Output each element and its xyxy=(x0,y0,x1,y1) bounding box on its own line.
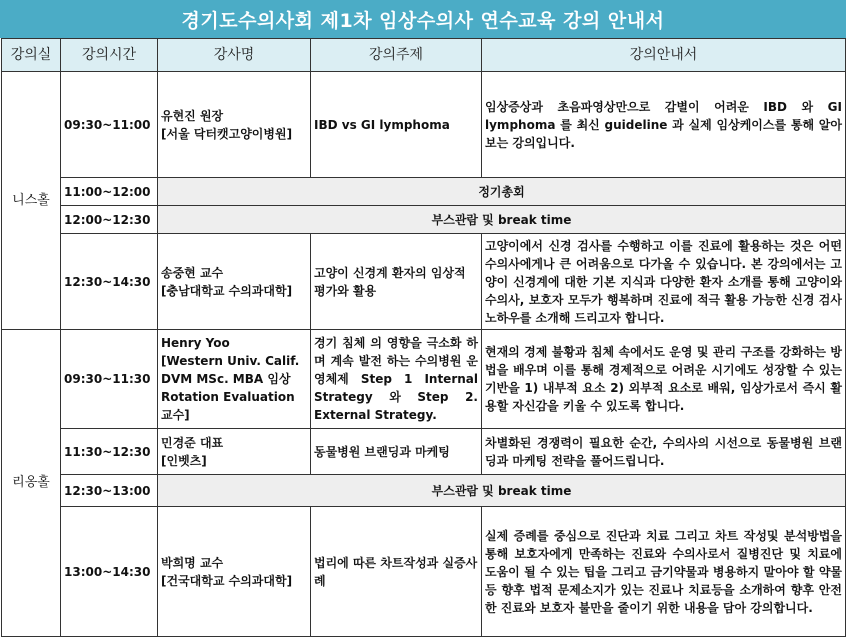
speaker-name: Henry Yoo xyxy=(161,336,230,350)
event-cell: 정기총회 xyxy=(158,178,846,206)
time-cell: 09:30~11:30 xyxy=(61,330,158,429)
description-cell: 고양이에서 신경 검사를 수행하고 이를 진료에 활용하는 것은 어떤 수의사에게나 큰 어려움으로 다가올 수 있습니다. 본 강의에서는 고양이 신경계에 대한 기본 지식과 다양한 환자 소개를 통해 고양이와 수의사, 보호자 모두가 행복하며 진료에 적극 활용 가능한 신경 검사 노하우를 소개해 드리고자 합니다. xyxy=(482,234,846,330)
time-cell: 11:30~12:30 xyxy=(61,429,158,475)
topic-cell: 법리에 따른 차트작성과 실증사례 xyxy=(311,507,482,637)
speaker-cell xyxy=(158,234,311,330)
description-cell: 현재의 경제 불황과 침체 속에서도 운영 및 관리 구조를 강화하는 방법을 배우며 이를 통해 경제적으로 어려운 시기에도 성장할 수 있는 기반을 1) 내부적 요소 2) 외부적 요소로 배워, 임상가로서 즉시 활용할 자신감을 키울 수 있도록 합니다. xyxy=(482,330,846,429)
speaker-name: 송중현 교수 xyxy=(161,265,224,280)
speaker-affiliation: [인벳츠] xyxy=(161,453,207,468)
page-title: 경기도수의사회 제1차 임상수의사 연수교육 강의 안내서 xyxy=(0,0,846,38)
speaker-affiliation: [서울 닥터캣고양이병원] xyxy=(161,126,293,141)
speaker-cell xyxy=(158,330,311,429)
speaker-cell xyxy=(158,72,311,178)
event-cell: 부스관람 및 break time xyxy=(158,475,846,507)
table-row xyxy=(2,234,846,330)
topic-cell: 동물병원 브랜딩과 마케팅 xyxy=(311,429,482,475)
speaker-cell xyxy=(158,429,311,475)
speaker-affiliation: DVM MSc. MBA 임상 xyxy=(161,372,291,386)
lecture-schedule-table xyxy=(1,38,846,637)
speaker-affiliation: [Western Univ. Calif. xyxy=(161,354,300,368)
time-cell: 13:00~14:30 xyxy=(61,507,158,637)
speaker-affiliation: [충남대학교 수의과대학] xyxy=(161,283,293,298)
event-cell: 부스관람 및 break time xyxy=(158,206,846,234)
header-time: 강의시간 xyxy=(61,39,158,72)
time-cell: 12:00~12:30 xyxy=(61,206,158,234)
time-cell: 12:30~13:00 xyxy=(61,475,158,507)
time-cell: 11:00~12:00 xyxy=(61,178,158,206)
speaker-affiliation: [건국대학교 수의과대학] xyxy=(161,573,293,588)
speaker-name: 박희명 교수 xyxy=(161,555,224,570)
table-row xyxy=(2,429,846,475)
table-row xyxy=(2,178,846,206)
header-description: 강의안내서 xyxy=(482,39,846,72)
header-speaker: 강사명 xyxy=(158,39,311,72)
time-cell: 09:30~11:00 xyxy=(61,72,158,178)
table-row xyxy=(2,507,846,637)
table-row xyxy=(2,206,846,234)
speaker-name: 민경준 대표 xyxy=(161,435,224,450)
table-row xyxy=(2,475,846,507)
topic-cell: IBD vs GI lymphoma xyxy=(311,72,482,178)
table-row xyxy=(2,330,846,429)
description-cell: 실제 증례를 중심으로 진단과 치료 그리고 차트 작성및 분석방법을 통해 보호자에게 만족하는 진료와 수의사로서 질병진단 및 치료에 도움이 될 수 있는 팁을 그리고 금기약물과 병용하지 말아야 할 약물등 향후 법적 문제소지가 있는 진료나 치료등을 소개하여 향후 안전한 진료와 보호자 불만을 줄이기 위한 내용을 담아 강의합니다. xyxy=(482,507,846,637)
speaker-name: 유현진 원장 xyxy=(161,108,224,123)
topic-cell: 고양이 신경계 환자의 임상적 평가와 활용 xyxy=(311,234,482,330)
table-row xyxy=(2,72,846,178)
room-nice-hall: 니스홀 xyxy=(2,72,61,330)
time-cell: 12:30~14:30 xyxy=(61,234,158,330)
header-room: 강의실 xyxy=(2,39,61,72)
header-topic: 강의주제 xyxy=(311,39,482,72)
header-row xyxy=(2,39,846,72)
speaker-cell xyxy=(158,507,311,637)
description-cell: 임상증상과 초음파영상만으로 감별이 어려운 IBD 와 GI lymphoma 를 최신 guideline 과 실제 임상케이스를 통해 알아보는 강의입니다. xyxy=(482,72,846,178)
topic-cell: 경기 침체 의 영향을 극소화 하며 계속 발전 하는 수의병원 운영체제 Step 1 Internal Strategy 와 Step 2. External Strategy. xyxy=(311,330,482,429)
speaker-affiliation: Rotation Evaluation 교수] xyxy=(161,390,295,422)
description-cell: 차별화된 경쟁력이 필요한 순간, 수의사의 시선으로 동물병원 브랜딩과 마케팅 전략을 풀어드립니다. xyxy=(482,429,846,475)
room-lyon-hall: 리옹홀 xyxy=(2,330,61,637)
